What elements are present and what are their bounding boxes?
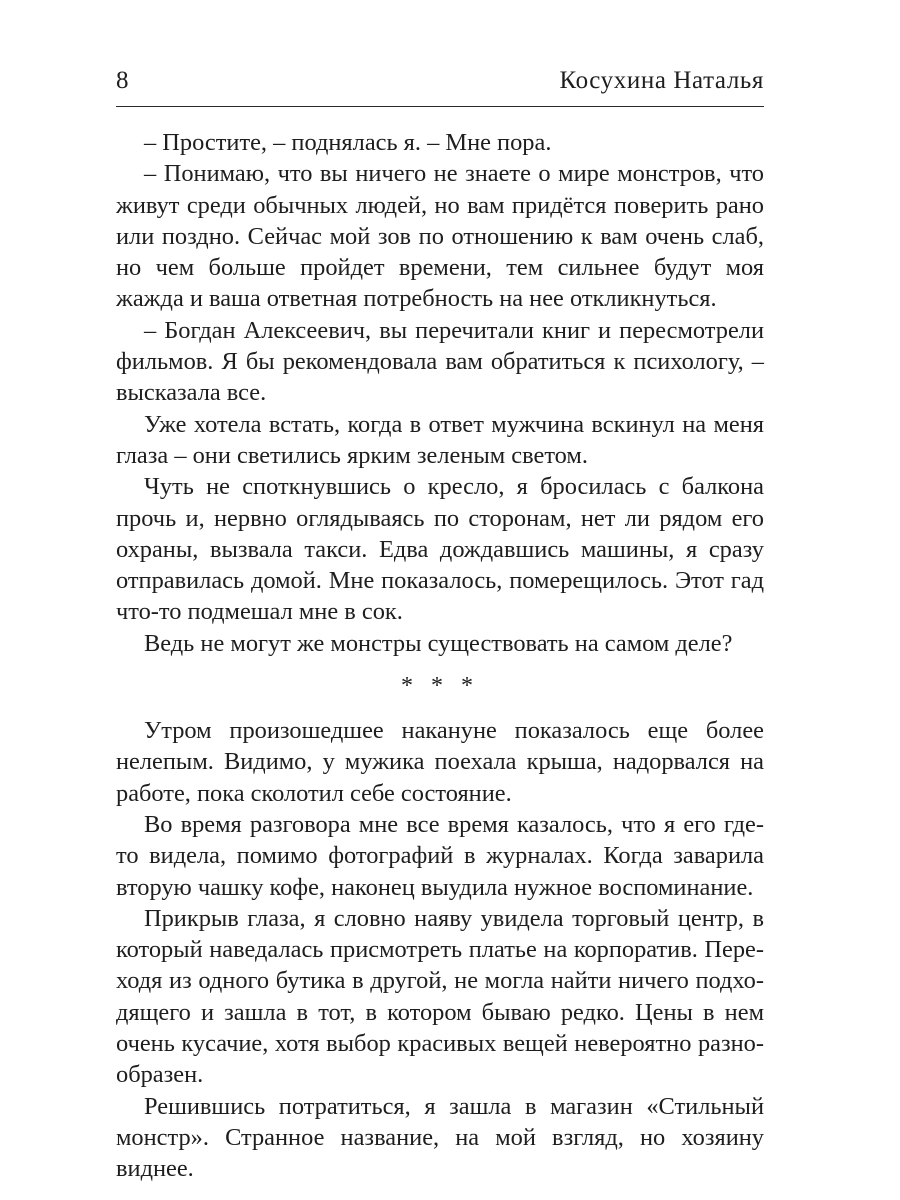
running-title-author: Косухина Наталья: [559, 67, 764, 94]
paragraph: Ведь не могут же монстры существовать на самом деле?: [144, 629, 733, 657]
paragraph: Во время разговора мне все время казалось, что я его где-то видела, помимо фотографий в журналах. Когда заварила вторую чашку кофе, наконец выудила нужное воспоминание.: [116, 810, 764, 901]
paragraph: Чуть не споткнувшись о кресло, я бросилась с балкона прочь и, нервно оглядываясь по сторонам, нет ли рядом его охраны, вызвала такси. Едва дождавшись машины, я сразу отправилась домой. Мне показалось, померещилось. Этот гад что-то подмешал мне в сок.: [116, 473, 764, 626]
section-break: * * *: [401, 673, 479, 700]
paragraph: Уже хотела встать, когда в ответ мужчина вскинул на меня глаза – они светились ярким зеленым светом.: [116, 410, 764, 469]
paragraph: Решившись потратиться, я зашла в магазин «Стильный монстр». Странное название, на мой взгляд, но хозяину виднее.: [116, 1092, 764, 1183]
running-header: [116, 64, 764, 107]
page-number: 8: [116, 67, 129, 94]
paragraph: Утром произошедшее накануне показалось еще более нелепым. Видимо, у мужика поехала крыша, надорвался на работе, пока сколотил себе состояние.: [116, 717, 764, 807]
paragraph: – Простите, – поднялась я. – Мне пора.: [144, 129, 552, 156]
book-page: [116, 64, 764, 1185]
text-body: [116, 127, 764, 1185]
paragraph: – Понимаю, что вы ничего не знаете о мире монстров, что живут среди обычных людей, но вам придётся поверить рано или поздно. Сейчас мой зов по отношению к вам очень слаб, но чем больше пройдет времени, тем сильнее будут моя жажда и ваша ответная потребность на нее откликнуться.: [116, 160, 764, 313]
paragraph: – Богдан Алексеевич, вы перечитали книг и пересмотрели фильмов. Я бы рекомендовала вам обратиться к психологу, – высказала все.: [116, 316, 764, 407]
paragraph: Прикрыв глаза, я словно наяву увидела торговый центр, в который наведалась присмотреть платье на корпоратив. Переходя из одного бутика в другой, не могла найти ничего подходящего и зашла в тот, в котором бываю редко. Цены в нем очень кусачие, хотя выбор красивых вещей невероятно разнообразен.: [116, 904, 764, 1089]
